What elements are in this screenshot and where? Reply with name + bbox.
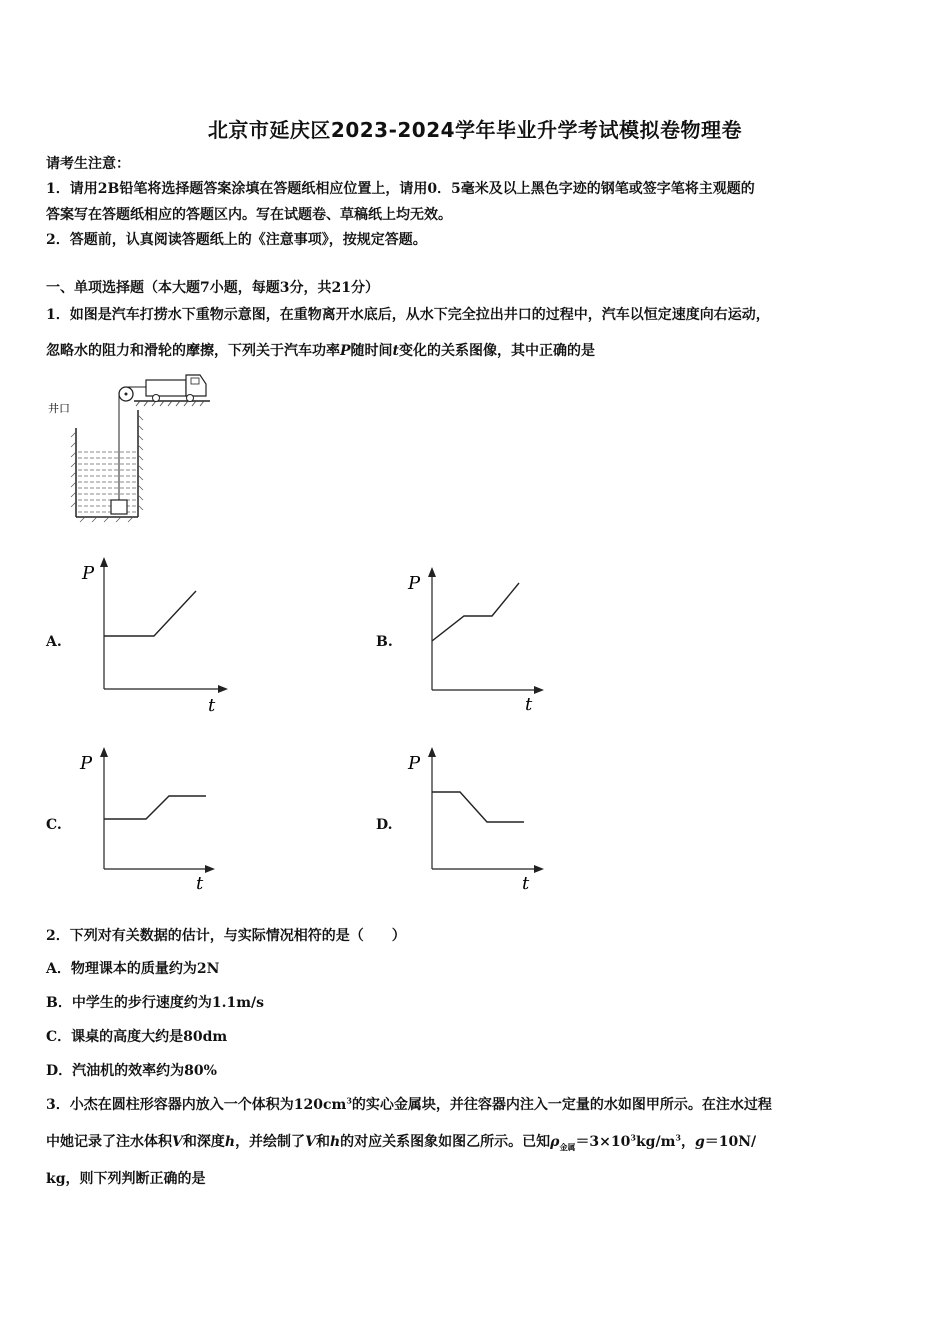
var-p: P xyxy=(340,343,351,359)
well-label: 井口 xyxy=(48,402,70,415)
page-title: 北京市延庆区2023-2024学年毕业升学考试模拟卷物理卷 xyxy=(207,118,743,142)
q3-stem-line-3: kg，则下列判断正确的是 xyxy=(46,1171,206,1187)
notice-line-1: 1．请用2B铅笔将选择题答案涂填在答题纸相应位置上，请用0．5毫米及以上黑色字迹的钢笔或签字笔将主观题的 xyxy=(46,181,755,197)
q2-option-d[interactable]: D．汽油机的效率约为80% xyxy=(46,1063,217,1079)
q3-stem-line-1: 3．小杰在圆柱形容器内放入一个体积为$120cm^3$的实心金属块，并往容器内注入一定量的水如图甲所示。在注水过程 xyxy=(46,1095,772,1113)
option-d-xlabel: t xyxy=(522,873,530,894)
option-b-ylabel: P xyxy=(408,573,421,594)
option-a-xlabel: t xyxy=(208,695,216,715)
option-a-label[interactable]: A. xyxy=(46,634,62,650)
q2-option-c[interactable]: C．课桌的高度大约是80dm xyxy=(46,1029,228,1045)
option-a-graph xyxy=(70,555,240,715)
q3-stem-line-2: 中她记录了注水体积V和深度h，并绘制了V和h的对应关系图象如图乙所示。已知$\rho_{金属}=3\times 10^3kg/m^3$，g＝10N/ xyxy=(46,1132,757,1152)
notice-heading: 请考生注意： xyxy=(46,156,130,172)
option-d-ylabel: P xyxy=(408,753,421,774)
option-c-label[interactable]: C. xyxy=(46,817,62,833)
q1-stem-line-1: 1．如图是汽车打捞水下重物示意图，在重物离开水底后，从水下完全拉出井口的过程中，汽车以恒定速度向右运动， xyxy=(46,307,770,323)
option-c-graph xyxy=(70,745,230,895)
q2-stem: 2．下列对有关数据的估计，与实际情况相符的是（ ） xyxy=(46,928,406,944)
notice-line-2: 答案写在答题纸相应的答题区内。写在试题卷、草稿纸上均无效。 xyxy=(46,207,452,223)
section-heading: 一、单项选择题（本大题7小题，每题3分，共21分） xyxy=(46,280,379,296)
option-b-label[interactable]: B. xyxy=(376,634,393,650)
option-c-xlabel: t xyxy=(196,873,204,894)
notice-line-3: 2．答题前，认真阅读答题纸上的《注意事项》，按规定答题。 xyxy=(46,232,427,248)
option-a-ylabel: P xyxy=(82,563,95,584)
option-d-label[interactable]: D. xyxy=(376,817,393,833)
option-b-graph xyxy=(398,565,568,715)
q2-option-a[interactable]: A．物理课本的质量约为2N xyxy=(46,961,220,977)
option-c-ylabel: P xyxy=(80,753,93,774)
well-truck-figure xyxy=(40,370,240,530)
q2-option-b[interactable]: B．中学生的步行速度约为1.1m/s xyxy=(46,995,264,1011)
q1-stem-line-2: 忽略水的阻力和滑轮的摩擦，下列关于汽车功率P随时间t变化的关系图像，其中正确的是 xyxy=(46,343,595,359)
var-t: t xyxy=(392,343,399,359)
option-b-xlabel: t xyxy=(525,694,533,715)
option-d-graph xyxy=(398,745,558,895)
